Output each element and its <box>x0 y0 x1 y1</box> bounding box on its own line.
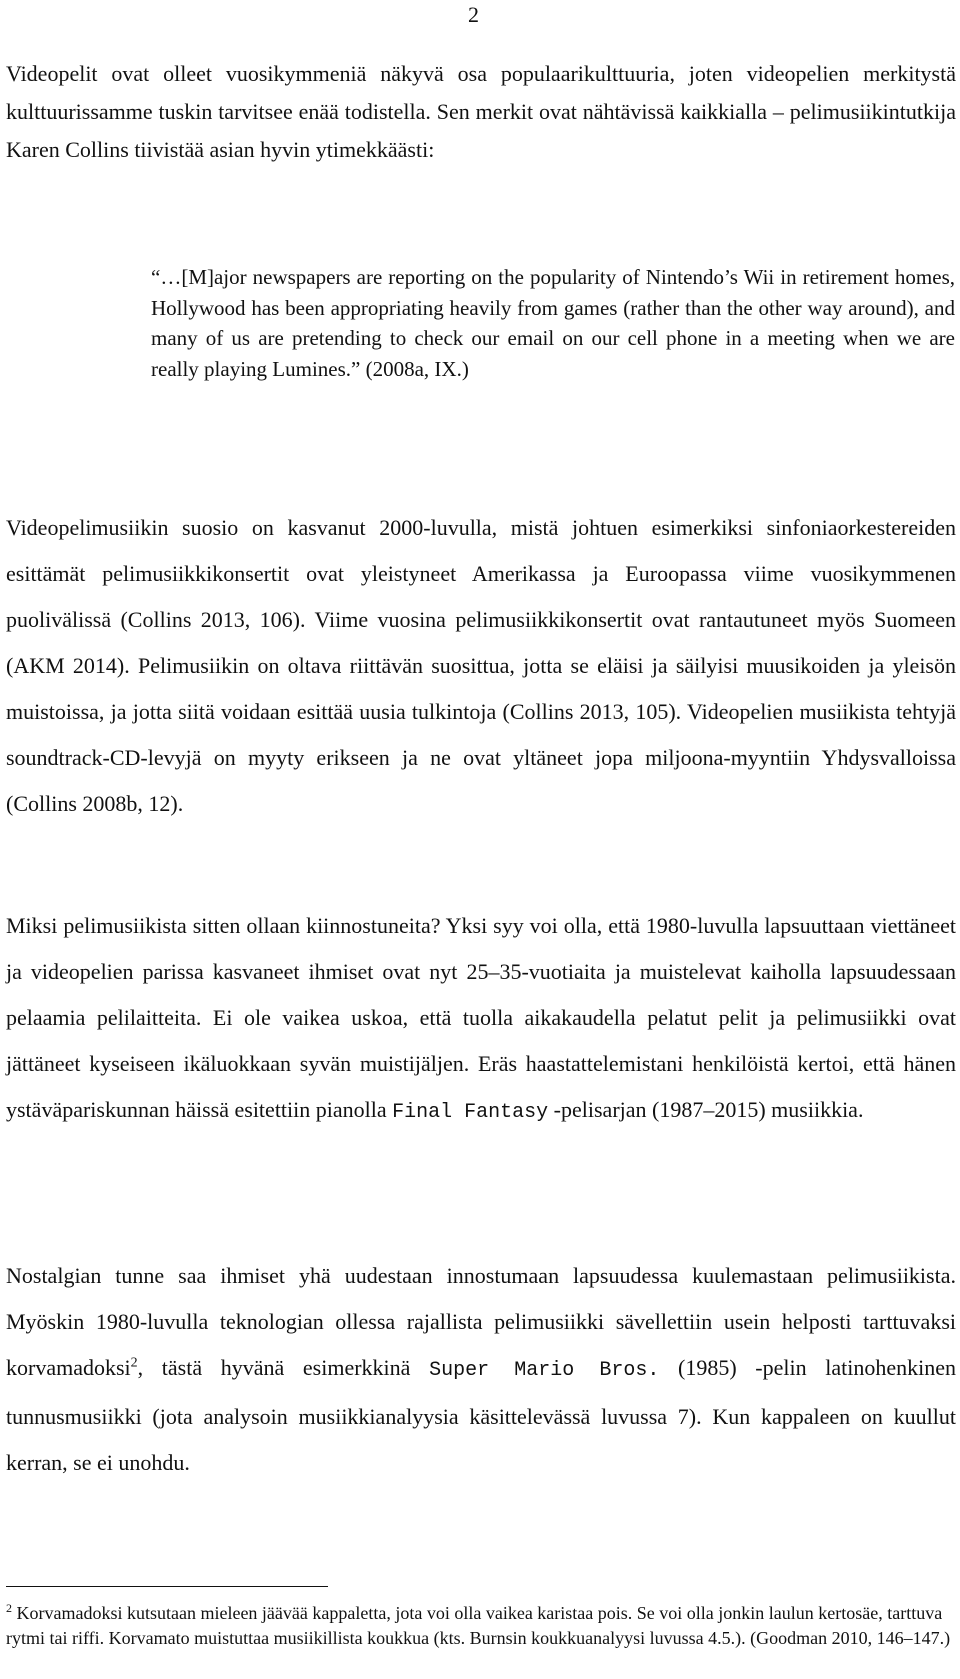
paragraph-text: Nostalgian tunne saa ihmiset yhä uudestaan innostumaan lapsuudessa kuulemastaan pelimusiikista. Myöskin 1980-luvulla teknologian ollessa rajallista pelimusiikki sävellettiin usein helposti tarttuvaksi korvamadoksi <box>6 1263 956 1380</box>
footnote-text: Korvamadoksi kutsutaan mieleen jäävää kappaletta, jota voi olla vaikea karistaa pois. Se voi olla jonkin laulun kertosäe, tarttuva rytmi tai riffi. Korvamato muistuttaa musiikillista koukkua (kts. Burnsin koukkuanalyysi luvussa 4.5.). (Goodman 2010, 146–147.) <box>6 1603 951 1648</box>
page-number: 2 <box>468 2 479 27</box>
footnote-marker: 2 <box>6 1601 12 1615</box>
paragraph-earworm <box>6 1253 956 1486</box>
footnote-divider <box>6 1586 328 1587</box>
game-title: Super Mario Bros. <box>429 1359 660 1382</box>
footnote-reference[interactable]: 2 <box>130 1355 138 1371</box>
paragraph-text: , tästä hyvänä esimerkkinä <box>137 1355 430 1380</box>
game-title: Final Fantasy <box>392 1101 549 1124</box>
block-quote: “…[M]ajor newspapers are reporting on the popularity of Nintendo’s Wii in retirement homes, Hollywood has been appropriating heavily from games (rather than the other way around), and many of us are pretending to check our email on our cell phone in a meeting when we are really playing Lumines.” (2008a, IX.) <box>151 265 955 381</box>
paragraph-text: (1985) -pelin latinohenkinen tunnusmusiikki (jota analysoin musiikkianalyysia käsittelevässä luvussa 7). Kun kappaleen on kuullut kerran, se ei unohdu. <box>6 1355 956 1475</box>
paragraph-nostalgia-reason <box>6 903 956 1136</box>
paragraph-text: -pelisarjan (1987–2015) musiikkia. <box>548 1097 864 1122</box>
paragraph-text: Miksi pelimusiikista sitten ollaan kiinnostuneita? Yksi syy voi olla, että 1980-luvulla lapsuuttaan viettäneet ja videopelien parissa kasvaneet ihmiset ovat nyt 25–35-vuotiaita ja muistelevat kaiholla lapsuudessaan pelaamia pelilaitteita. Ei ole vaikea uskoa, että tuolla aikakaudella pelatut pelit ja pelimusiikki ovat jättäneet kyseiseen ikäluokkaan syvän muistijäljen. Eräs haastattelemistani henkilöistä kertoi, että hänen ystäväpariskunnan häissä esitettiin pianolla <box>6 913 956 1122</box>
paragraph-popularity: Videopelimusiikin suosio on kasvanut 2000-luvulla, mistä johtuen esimerkiksi sinfoniaorkestereiden esittämät pelimusiikkikonsertit ovat yleistyneet Amerikassa ja Euroopassa viime vuosikymmenen puolivälissä (Collins 2013, 106). Viime vuosina pelimusiikkikonsertit ovat rantautuneet myös Suomeen (AKM 2014). Pelimusiikin on oltava riittävän suosittua, jotta se eläisi ja säilyisi muusikoiden ja yleisön muistoissa, ja jotta siitä voidaan esittää uusia tulkintoja (Collins 2013, 105). Videopelien musiikista tehtyjä soundtrack-CD-levyjä on myyty erikseen ja ne ovat yltäneet jopa miljoona-myyntiin Yhdysvalloissa (Collins 2008b, 12). <box>6 515 956 816</box>
paragraph-intro: Videopelit ovat olleet vuosikymmeniä näkyvä osa populaarikulttuuria, joten videopelien merkitystä kulttuurissamme tuskin tarvitsee enää todistella. Sen merkit ovat nähtävissä kaikkialla – pelimusiikintutkija Karen Collins tiivistää asian hyvin ytimekkäästi: <box>6 61 956 162</box>
footnote <box>6 1601 956 1651</box>
